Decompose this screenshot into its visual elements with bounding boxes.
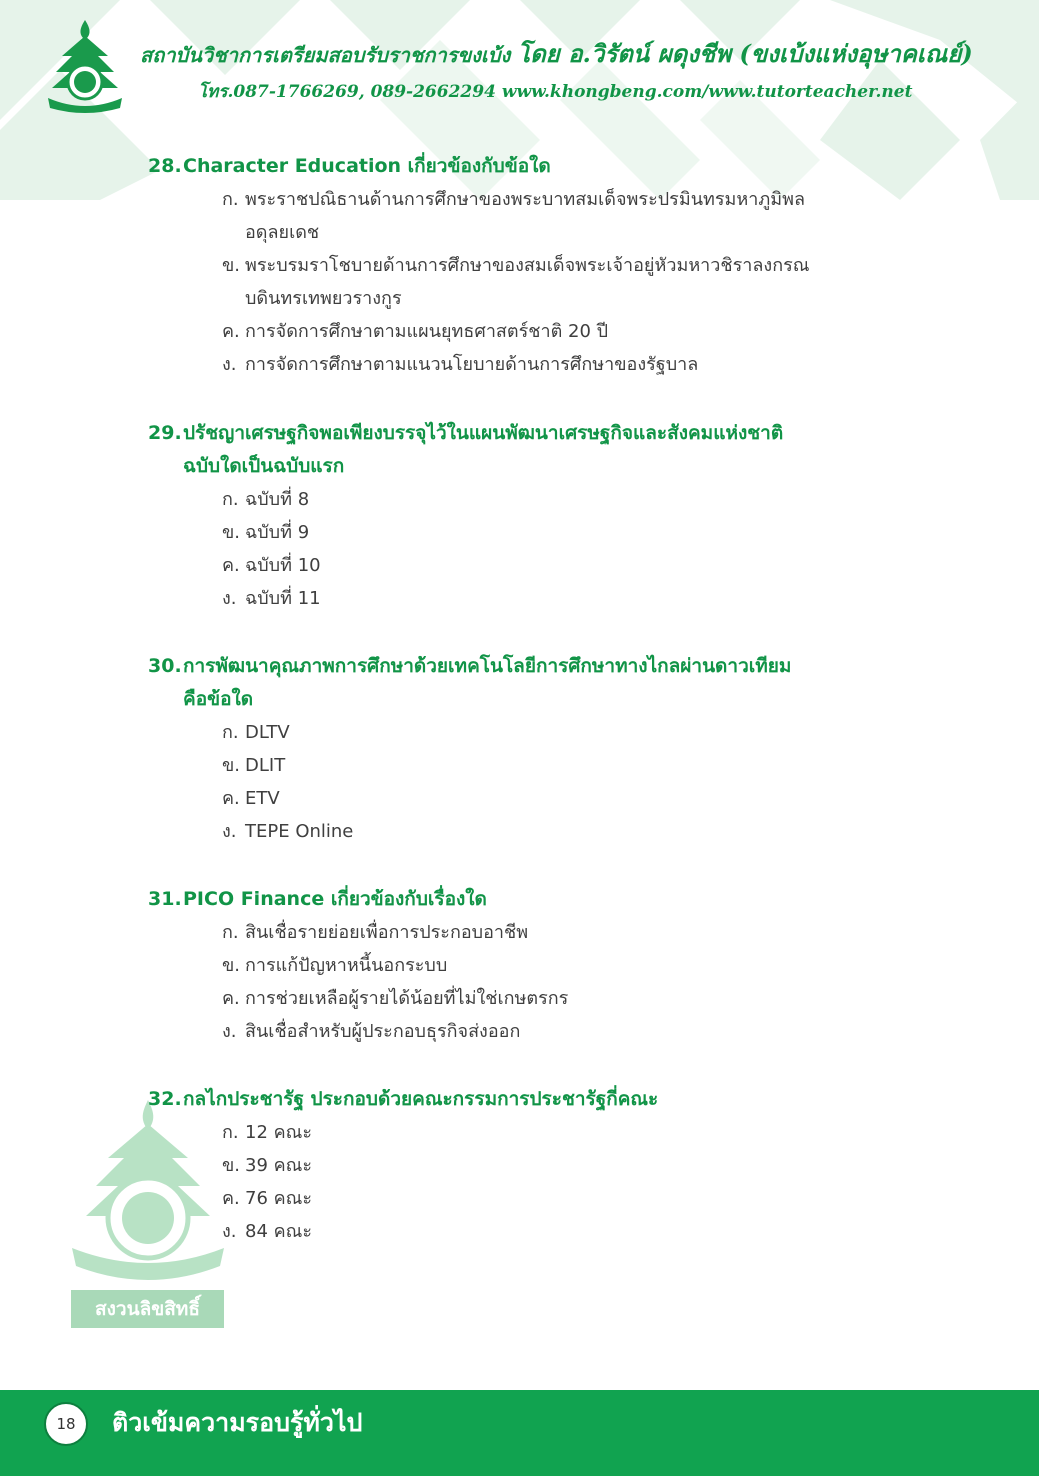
answer-option <box>222 716 862 749</box>
option-label: ค. <box>222 555 240 576</box>
answer-option <box>222 348 862 381</box>
answer-option <box>222 815 862 848</box>
option-label: ข. <box>222 255 241 276</box>
question-number: 28. <box>148 155 182 177</box>
option-text: สินเชื่อสำหรับผู้ประกอบธุรกิจส่งออก <box>245 1021 521 1042</box>
answer-option <box>222 1182 862 1215</box>
answer-option <box>222 516 862 549</box>
option-label: ง. <box>222 1021 237 1042</box>
option-text: DLTV <box>245 722 290 743</box>
answer-option <box>222 982 862 1015</box>
question-text-continued: ฉบับใดเป็นฉบับแรก <box>183 455 345 477</box>
option-label: ค. <box>222 1188 240 1209</box>
option-label: ง. <box>222 821 237 842</box>
question-3 <box>148 883 848 916</box>
question-4 <box>148 1083 848 1116</box>
answer-option <box>222 315 862 348</box>
option-text: ฉบับที่ 11 <box>245 588 321 609</box>
option-text: พระราชปณิธานด้านการศึกษาของพระบาทสมเด็จพระปรมินทรมหาภูมิพล <box>245 189 805 210</box>
answer-option <box>222 1116 862 1149</box>
option-text: สินเชื่อรายย่อยเพื่อการประกอบอาชีพ <box>245 922 529 943</box>
answer-option <box>222 949 862 982</box>
question-text: กลไกประชารัฐ ประกอบด้วยคณะกรรมการประชารัฐกี่คณะ <box>183 1088 659 1110</box>
option-text: ฉบับที่ 8 <box>245 489 310 510</box>
option-label: ง. <box>222 354 237 375</box>
option-label: ก. <box>222 1122 239 1143</box>
option-label: ข. <box>222 755 241 776</box>
option-label: ค. <box>222 788 240 809</box>
answer-option <box>222 582 862 615</box>
option-text: 76 คณะ <box>245 1188 313 1209</box>
option-text: การจัดการศึกษาตามแนวนโยบายด้านการศึกษาของรัฐบาล <box>245 354 699 375</box>
option-text: ETV <box>245 788 280 809</box>
answer-option <box>222 483 862 516</box>
option-text: ฉบับที่ 9 <box>245 522 310 543</box>
question-text-continued: คือข้อใด <box>183 688 254 710</box>
option-label: ค. <box>222 321 240 342</box>
option-text: การแก้ปัญหาหนี้นอกระบบ <box>245 955 448 976</box>
option-text: 84 คณะ <box>245 1221 313 1242</box>
option-label: ข. <box>222 522 241 543</box>
option-text: พระบรมราโชบายด้านการศึกษาของสมเด็จพระเจ้าอยู่หัวมหาวชิราลงกรณ <box>245 255 810 276</box>
option-text: การช่วยเหลือผู้รายได้น้อยที่ไม่ใช่เกษตรกร <box>245 988 569 1009</box>
question-number: 32. <box>148 1088 182 1110</box>
option-text: TEPE Online <box>245 821 354 842</box>
answer-option <box>222 1015 862 1048</box>
option-text: 12 คณะ <box>245 1122 313 1143</box>
header-institute-title: สถาบันวิชาการเตรียมสอบรับราชการขงเบ้ง <box>140 43 511 67</box>
option-label: ก. <box>222 489 239 510</box>
question-text: ปรัชญาเศรษฐกิจพอเพียงบรรจุไว้ในแผนพัฒนาเศรษฐกิจและสังคมแห่งชาติ <box>183 422 784 444</box>
option-label: ง. <box>222 1221 237 1242</box>
option-label: ก. <box>222 922 239 943</box>
answer-option <box>222 183 862 249</box>
question-text: Character Education เกี่ยวข้องกับข้อใด <box>183 155 551 177</box>
answer-option <box>222 749 862 782</box>
option-text-continued: บดินทรเทพยวรางกูร <box>245 288 402 309</box>
option-text-continued: อดุลยเดช <box>245 222 320 243</box>
question-text: การพัฒนาคุณภาพการศึกษาด้วยเทคโนโลยีการศึกษาทางไกลผ่านดาวเทียม <box>183 655 792 677</box>
answer-option <box>222 782 862 815</box>
footer-title: ติวเข้มความรอบรู้ทั่วไป <box>112 1408 363 1437</box>
copyright-stamp: สงวนลิขสิทธิ์ <box>71 1290 224 1328</box>
option-text: DLIT <box>245 755 286 776</box>
option-text: 39 คณะ <box>245 1155 313 1176</box>
answer-option <box>222 1149 862 1182</box>
answer-option <box>222 916 862 949</box>
option-label: ข. <box>222 1155 241 1176</box>
option-label: ค. <box>222 988 240 1009</box>
question-2 <box>148 650 848 716</box>
answer-option <box>222 249 862 315</box>
option-label: ง. <box>222 588 237 609</box>
option-label: ก. <box>222 722 239 743</box>
question-text: PICO Finance เกี่ยวข้องกับเรื่องใด <box>183 888 487 910</box>
page-number: 18 <box>44 1402 88 1446</box>
question-number: 30. <box>148 655 182 677</box>
question-number: 29. <box>148 422 182 444</box>
option-text: การจัดการศึกษาตามแผนยุทธศาสตร์ชาติ 20 ปี <box>245 321 609 342</box>
answer-option <box>222 549 862 582</box>
header-author: โดย อ.วิรัตน์ ผดุงชีพ (ขงเบ้งแห่งอุษาคเณย์) <box>517 39 973 68</box>
header-contact: โทร.087-1766269, 089-2662294 www.khongbeng.com/www.tutorteacher.net <box>198 82 913 102</box>
question-0 <box>148 150 848 183</box>
option-label: ข. <box>222 955 241 976</box>
answer-option <box>222 1215 862 1248</box>
option-label: ก. <box>222 189 239 210</box>
option-text: ฉบับที่ 10 <box>245 555 321 576</box>
question-1 <box>148 417 848 483</box>
question-number: 31. <box>148 888 182 910</box>
